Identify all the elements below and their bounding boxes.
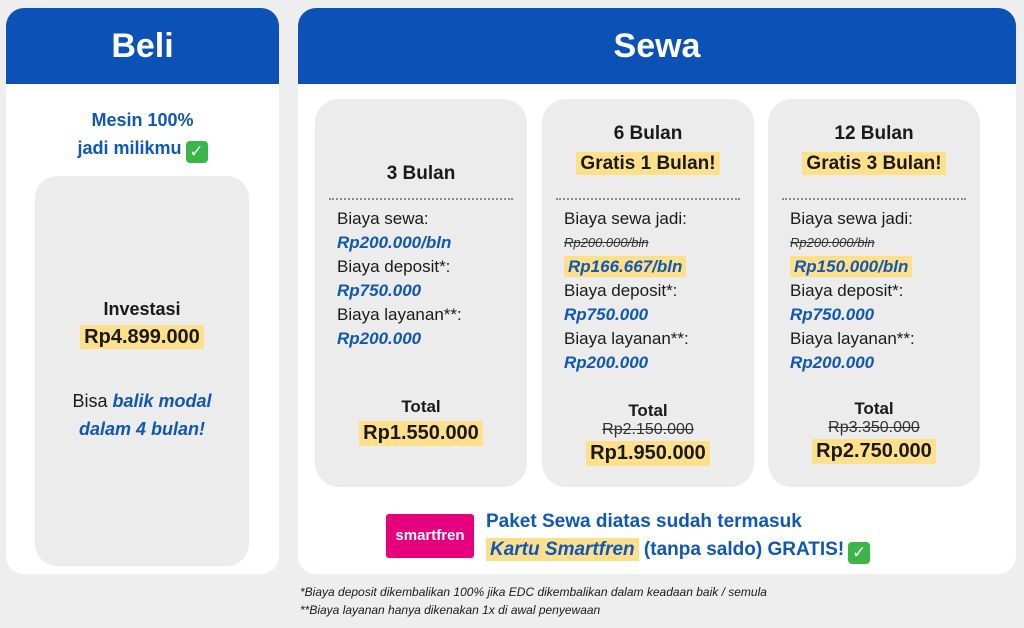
total-label: Total (854, 399, 894, 418)
plan-details (790, 207, 970, 375)
plan-promo-text: Gratis 3 Bulan! (802, 152, 945, 175)
total-old: Rp2.150.000 (602, 421, 694, 438)
divider (782, 198, 966, 200)
total-old: Rp3.350.000 (828, 419, 920, 436)
total-label: Total (628, 401, 668, 420)
investasi-label: Investasi (103, 299, 181, 319)
plan-card-6-bulan[interactable] (542, 99, 754, 487)
deposit-value: Rp750.000 (564, 305, 649, 324)
beli-panel (6, 8, 279, 574)
service-label: Biaya layanan**: (337, 305, 462, 324)
plan-details (337, 207, 517, 351)
fee-value: Rp150.000/bln (790, 256, 912, 277)
plan-promo (542, 149, 754, 179)
footnote-deposit: *Biaya deposit dikembalikan 100% jika EDC dikembalikan dalam keadaan baik / semula (300, 585, 767, 599)
promo-highlight: Kartu Smartfren (486, 538, 639, 561)
deposit-value: Rp750.000 (790, 305, 875, 324)
sewa-header: Sewa (298, 8, 1016, 84)
total-label: Total (401, 397, 441, 416)
total-value: Rp2.750.000 (812, 439, 936, 464)
plan-promo (768, 149, 980, 179)
fee-old: Rp200.000/bln (790, 235, 875, 250)
service-label: Biaya layanan**: (564, 329, 689, 348)
beli-tagline (6, 106, 279, 163)
deposit-label: Biaya deposit*: (564, 281, 678, 300)
beli-tagline-line2: jadi milikmu (77, 138, 182, 158)
plan-details (564, 207, 744, 375)
plan-card-12-bulan[interactable] (768, 99, 980, 487)
footnote-service: **Biaya layanan hanya dikenakan 1x di awal penyewaan (300, 603, 601, 617)
plan-card-3-bulan[interactable] (315, 99, 527, 487)
investasi-value (35, 326, 249, 349)
promo-line2: (tanpa saldo) GRATIS! (638, 539, 845, 560)
total-block (768, 399, 980, 464)
deposit-label: Biaya deposit*: (790, 281, 904, 300)
plan-title: 6 Bulan (613, 123, 683, 144)
deposit-value: Rp750.000 (337, 281, 422, 300)
beli-tagline-line1: Mesin 100% (91, 110, 194, 130)
total-block (542, 401, 754, 466)
divider (556, 198, 740, 200)
fee-label: Biaya sewa jadi: (790, 209, 913, 228)
smartfren-promo (386, 506, 926, 566)
beli-header: Beli (6, 8, 279, 84)
total-value: Rp1.550.000 (359, 421, 483, 446)
bep-text (35, 387, 249, 443)
service-label: Biaya layanan**: (790, 329, 915, 348)
plan-title: 3 Bulan (386, 163, 456, 184)
total-block (315, 397, 527, 446)
promo-line1: Paket Sewa diatas sudah termasuk (486, 511, 802, 532)
divider (329, 198, 513, 200)
plan-promo-text: Gratis 1 Bulan! (576, 152, 719, 175)
service-value: Rp200.000 (564, 353, 649, 372)
fee-value: Rp200.000/bln (337, 233, 452, 252)
fee-old: Rp200.000/bln (564, 235, 649, 250)
fee-label: Biaya sewa jadi: (564, 209, 687, 228)
fee-value: Rp166.667/bln (564, 256, 686, 277)
service-value: Rp200.000 (790, 353, 875, 372)
fee-label: Biaya sewa: (337, 209, 429, 228)
check-icon: ✓ (848, 542, 870, 564)
bep-highlight-1: balik modal (112, 391, 212, 411)
plan-title: 12 Bulan (834, 123, 914, 144)
bep-prefix: Bisa (72, 391, 113, 411)
service-value: Rp200.000 (337, 329, 422, 348)
smartfren-logo: smartfren (386, 514, 474, 558)
investasi-amount: Rp4.899.000 (80, 325, 204, 349)
bep-highlight-2: dalam 4 bulan! (78, 419, 206, 439)
total-value: Rp1.950.000 (586, 441, 710, 466)
check-icon: ✓ (186, 141, 208, 163)
beli-card (35, 176, 249, 566)
promo-text (486, 508, 870, 564)
deposit-label: Biaya deposit*: (337, 257, 451, 276)
sewa-panel (298, 8, 1016, 574)
